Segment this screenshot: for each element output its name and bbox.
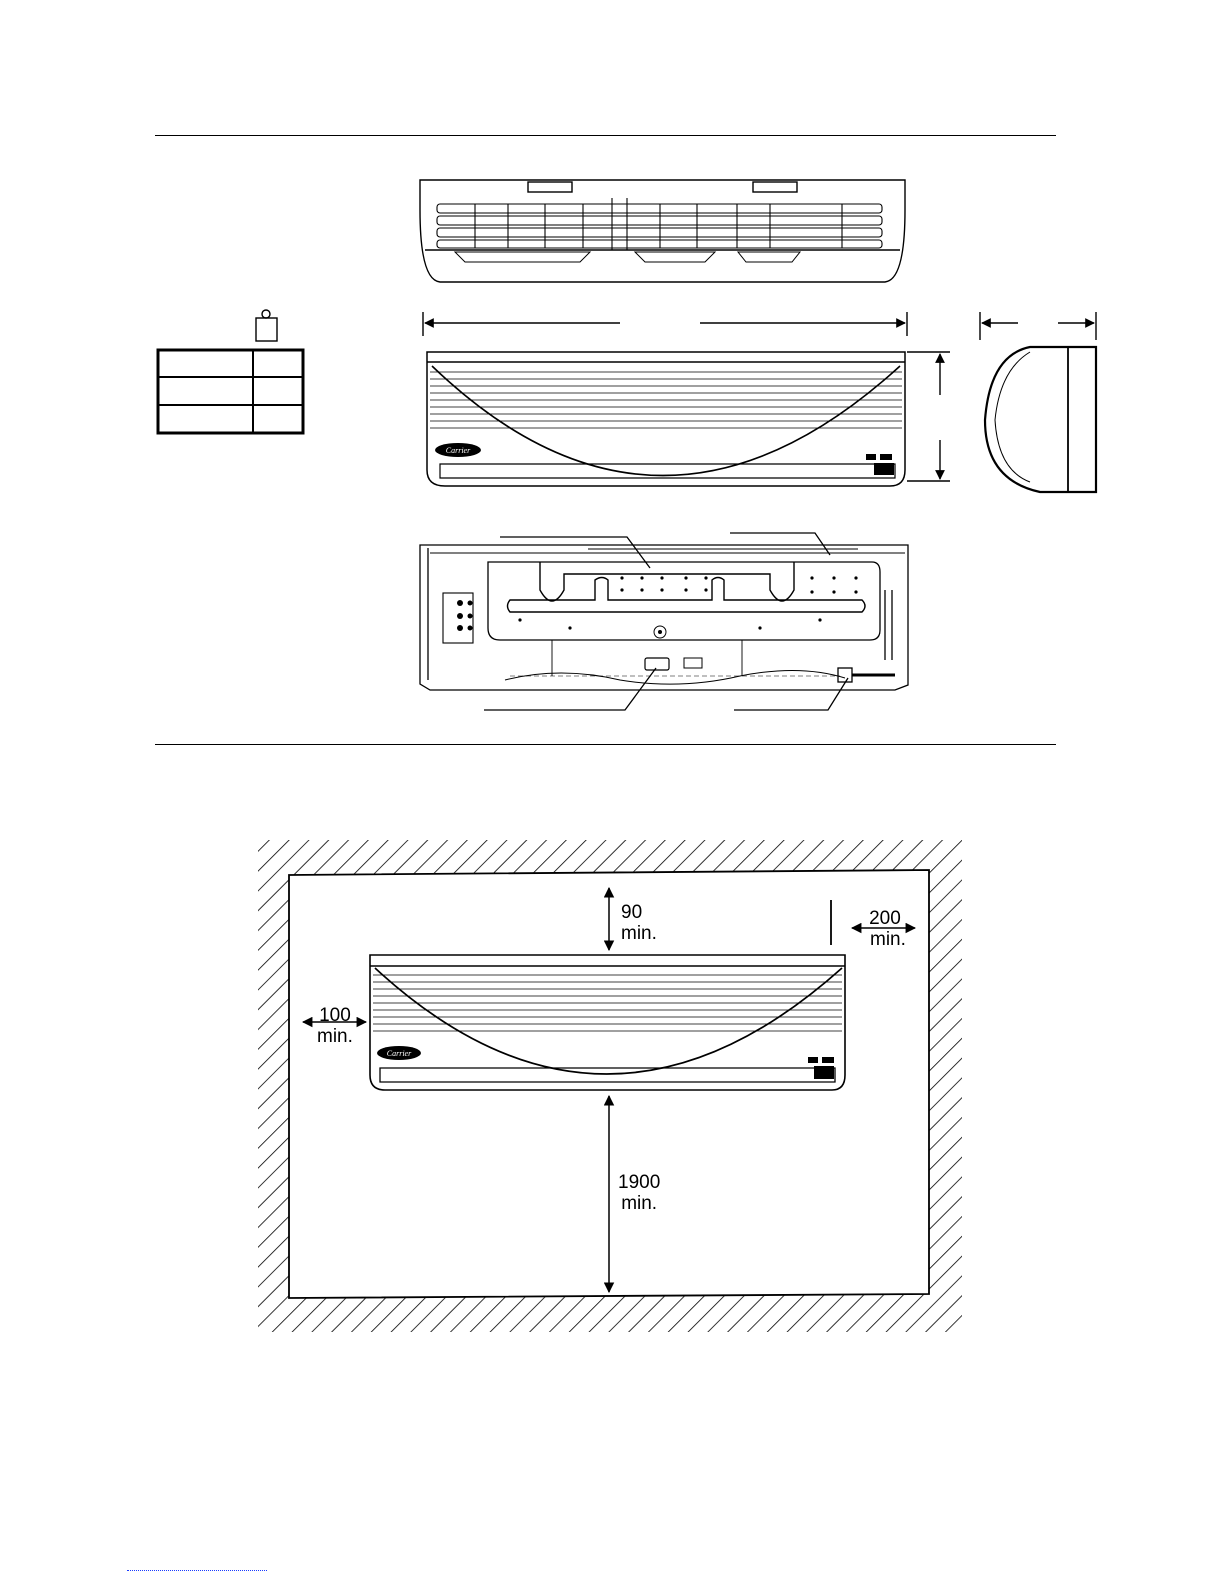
side-view-unit xyxy=(980,312,1096,492)
right-clearance-value: 200 xyxy=(869,908,901,929)
bottom-clearance-value: 1900 xyxy=(618,1172,661,1193)
right-clearance-label xyxy=(864,908,906,950)
wall-hatch-frame xyxy=(258,840,962,1332)
rear-view-leader-lines xyxy=(484,533,848,710)
footer-link-underline[interactable] xyxy=(127,1570,267,1571)
right-clearance-unit: min. xyxy=(870,929,906,950)
bottom-clearance-unit: min. xyxy=(621,1193,658,1214)
left-clearance-unit: min. xyxy=(317,1026,353,1047)
front-logo-text: Carrier xyxy=(445,446,471,455)
installed-logo-text: Carrier xyxy=(386,1049,412,1058)
top-view-unit xyxy=(420,180,905,282)
bottom-clearance-label xyxy=(618,1172,660,1214)
left-clearance-label xyxy=(317,1005,353,1047)
installed-logo-badge xyxy=(377,1046,421,1060)
front-view-unit xyxy=(427,352,905,486)
left-clearance-value: 100 xyxy=(319,1005,351,1026)
front-logo-badge xyxy=(435,443,481,457)
top-clearance-unit: min. xyxy=(621,923,657,944)
top-clearance-value: 90 xyxy=(621,902,643,923)
top-clearance-label xyxy=(621,902,657,944)
rear-view-unit xyxy=(420,545,908,690)
weight-table xyxy=(158,310,303,433)
